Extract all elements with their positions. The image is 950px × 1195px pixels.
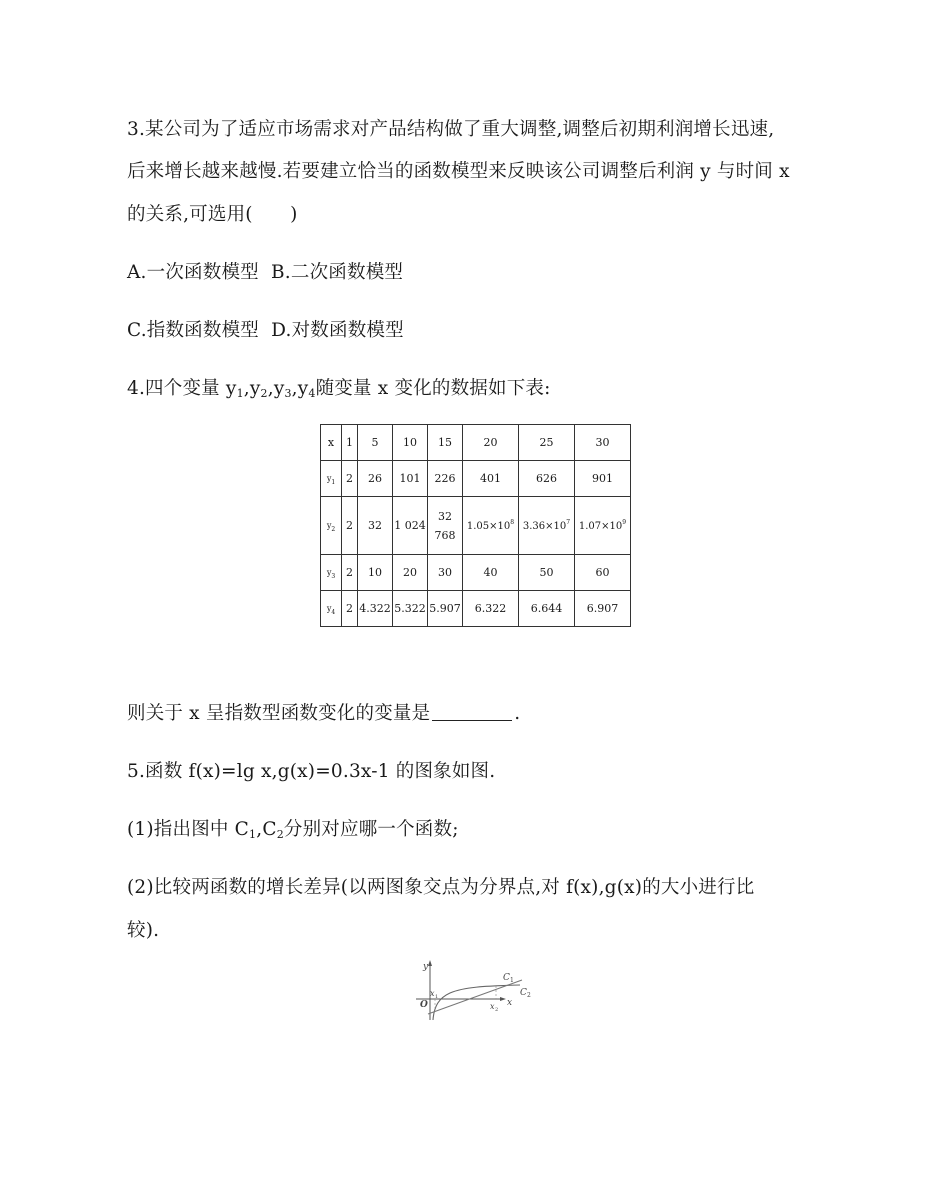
q5-part1-post: 分别对应哪一个函数; — [283, 819, 459, 840]
table-cell: 6.907 — [575, 591, 631, 627]
table-row — [321, 461, 631, 497]
q3-line-3: 的关系,可选用( ) — [127, 204, 298, 225]
q4-sub-1: 1 — [236, 387, 244, 400]
table-cell: 50 — [519, 555, 575, 591]
table-cell: 15 — [428, 425, 463, 461]
line-c2 — [428, 980, 522, 1014]
cell-mantissa: 1.07×10 — [578, 521, 623, 532]
q4-stem — [127, 377, 551, 406]
table-cell: 40 — [463, 555, 519, 591]
row-label-y2 — [321, 497, 342, 555]
cell-mantissa: 1.05×10 — [466, 521, 511, 532]
q4-sep-2: ,y — [267, 378, 285, 399]
row-label-text: y — [326, 603, 332, 613]
row-label-text: y — [326, 567, 332, 577]
q4-sep-3: ,y — [291, 378, 309, 399]
row-label-sub: 4 — [331, 609, 336, 617]
q3-line-2: 后来增长越来越慢.若要建立恰当的函数模型来反映该公司调整后利润 y 与时间 x — [127, 161, 790, 182]
table-cell: 4.322 — [358, 591, 393, 627]
table-cell: 60 — [575, 555, 631, 591]
q4-question-end: . — [514, 703, 521, 724]
q4-sep-1: ,y — [243, 378, 261, 399]
table-cell: 20 — [393, 555, 428, 591]
cell-mantissa: 3.36×10 — [522, 521, 567, 532]
table-cell: 20 — [463, 425, 519, 461]
row-label-y3 — [321, 555, 342, 591]
table-cell: 901 — [575, 461, 631, 497]
cell-exponent: 9 — [622, 519, 627, 526]
table-cell: 10 — [393, 425, 428, 461]
cell-exponent: 8 — [510, 519, 515, 526]
table-cell: 32 — [358, 497, 393, 555]
q5-part1-mid: ,C — [256, 819, 277, 840]
x-axis-arrow-icon — [500, 997, 506, 1001]
row-label-text: y — [326, 520, 332, 530]
table-cell: 26 — [358, 461, 393, 497]
q3-options-cd — [127, 319, 404, 343]
x1-label-sub: 1 — [435, 994, 439, 1000]
table-cell: 5 — [358, 425, 393, 461]
table-cell: 2 — [342, 461, 358, 497]
q5-part1-sub1: 1 — [249, 828, 257, 841]
y-axis-arrow-icon — [428, 960, 432, 966]
q4-sub-2: 2 — [260, 387, 268, 400]
table-cell: 30 — [575, 425, 631, 461]
y-axis-label: y — [423, 962, 429, 972]
row-label-text: y — [326, 473, 332, 483]
table-cell: 101 — [393, 461, 428, 497]
table-cell: 1 — [342, 425, 358, 461]
table-cell — [463, 497, 519, 555]
table-cell: 401 — [463, 461, 519, 497]
q3-option-c: C.指数函数模型 — [127, 320, 259, 341]
q5-part-2-line-2: 较). — [127, 920, 160, 941]
row-label-y1 — [321, 461, 342, 497]
c1-label-sub: 1 — [510, 977, 514, 984]
q3-option-b: B.二次函数模型 — [271, 262, 404, 283]
row-label-sub: 2 — [331, 526, 336, 534]
table-cell: 6.644 — [519, 591, 575, 627]
q5-part1-sub2: 2 — [276, 828, 284, 841]
table-row — [321, 497, 631, 555]
q4-stem-suffix: 随变量 x 变化的数据如下表: — [315, 378, 551, 399]
q3-line-1: 3.某公司为了适应市场需求对产品结构做了重大调整,调整后初期利润增长迅速, — [127, 119, 775, 140]
data-table — [320, 424, 631, 627]
q3-options-ab — [127, 261, 403, 285]
x2-label: x — [490, 1002, 495, 1011]
q5-part1-pre: (1)指出图中 C — [127, 819, 250, 840]
table-cell: 2 — [342, 591, 358, 627]
table-cell: 25 — [519, 425, 575, 461]
row-label-sub: 3 — [331, 573, 336, 581]
x1-label: x — [430, 989, 435, 998]
table-cell: 2 — [342, 497, 358, 555]
q4-question — [127, 702, 520, 726]
table-cell: x — [321, 425, 342, 461]
q5-part-1 — [127, 818, 459, 847]
table-cell: 30 — [428, 555, 463, 591]
table-cell: 6.322 — [463, 591, 519, 627]
q3-option-a: A.一次函数模型 — [127, 262, 259, 283]
cell-line: 32 — [438, 509, 452, 523]
table-cell: 5.322 — [393, 591, 428, 627]
table-cell: 1 024 — [393, 497, 428, 555]
row-label-sub: 1 — [331, 479, 336, 487]
row-label-y4 — [321, 591, 342, 627]
table-cell: 5.907 — [428, 591, 463, 627]
c2-label-sub: 2 — [527, 992, 531, 999]
table-row — [321, 555, 631, 591]
function-graph-figure — [414, 958, 539, 1026]
table-row — [321, 591, 631, 627]
table-cell — [428, 497, 463, 555]
origin-label: O — [420, 1000, 428, 1010]
cell-line: 768 — [434, 528, 456, 542]
table-cell: 10 — [358, 555, 393, 591]
table-cell: 626 — [519, 461, 575, 497]
table-cell — [575, 497, 631, 555]
x-axis-label: x — [507, 998, 513, 1008]
c2-label: C — [520, 988, 527, 998]
c1-label: C — [503, 973, 510, 983]
q4-stem-prefix: 4.四个变量 y — [127, 378, 237, 399]
table-header-row — [321, 425, 631, 461]
q5-part-2-line-1: (2)比较两函数的增长差异(以两图象交点为分界点,对 f(x),g(x)的大小进行比 — [127, 877, 755, 898]
q5-intro: 5.函数 f(x)=lg x,g(x)=0.3x-1 的图象如图. — [127, 761, 496, 782]
cell-exponent: 7 — [566, 519, 571, 526]
table-cell: 2 — [342, 555, 358, 591]
q4-question-text: 则关于 x 呈指数型函数变化的变量是 — [127, 703, 431, 724]
table-cell — [519, 497, 575, 555]
table-cell: 226 — [428, 461, 463, 497]
x2-label-sub: 2 — [495, 1007, 499, 1013]
q3-option-d: D.对数函数模型 — [271, 320, 404, 341]
answer-blank[interactable] — [432, 704, 512, 721]
q4-sub-4: 4 — [308, 387, 316, 400]
q4-sub-3: 3 — [284, 387, 292, 400]
